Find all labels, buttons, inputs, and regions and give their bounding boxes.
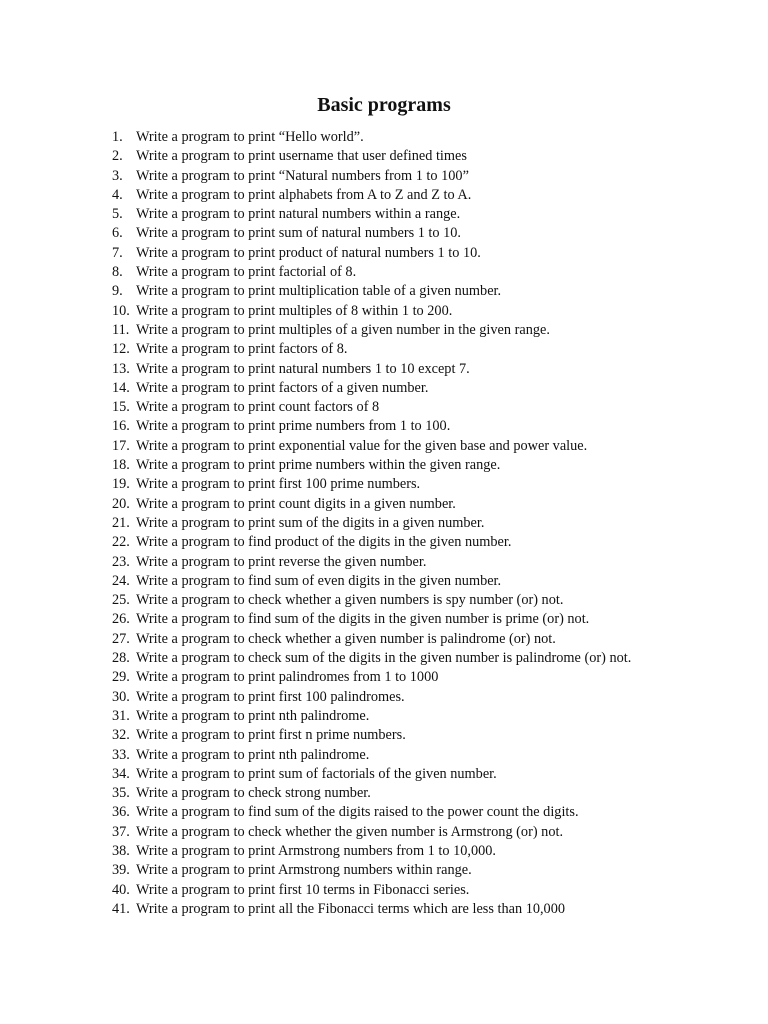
list-item-text: Write a program to print “Hello world”. bbox=[136, 129, 364, 145]
list-item-number: 25. bbox=[112, 592, 130, 609]
list-item-text: Write a program to print first 100 palindromes. bbox=[136, 688, 405, 705]
list-item-number: 10. bbox=[112, 302, 130, 319]
list-item-number: 18. bbox=[112, 457, 130, 474]
list-item-number: 15. bbox=[112, 399, 130, 416]
list-item-number: 26. bbox=[112, 611, 130, 628]
list-item-number: 27. bbox=[112, 630, 130, 647]
list-item-text: Write a program to print multiplication table of a given number. bbox=[136, 283, 502, 300]
list-item bbox=[112, 823, 752, 842]
list-item-number: 39. bbox=[112, 862, 130, 879]
list-item-text: Write a program to find sum of the digits raised to the power count the digits. bbox=[136, 804, 579, 821]
list-item-text: Write a program to print palindromes from 1 to 1000 bbox=[136, 669, 439, 686]
list-item bbox=[112, 224, 752, 243]
list-item-text: Write a program to print nth palindrome. bbox=[136, 746, 370, 763]
list-item bbox=[112, 167, 752, 186]
list-item bbox=[112, 610, 752, 629]
list-item-number: 9. bbox=[112, 283, 123, 300]
list-item-text: Write a program to check whether a given numbers is spy number (or) not. bbox=[136, 592, 564, 609]
list-item-text: Write a program to print natural numbers within a range. bbox=[136, 206, 461, 223]
list-item-number: 31. bbox=[112, 707, 130, 724]
list-item-number: 40. bbox=[112, 881, 130, 898]
list-item-text: Write a program to find sum of the digits in the given number is prime (or) not. bbox=[136, 611, 590, 628]
list-item-text: Write a program to print sum of factorials of the given number. bbox=[136, 765, 497, 782]
list-item-number: 19. bbox=[112, 476, 130, 493]
list-item-number: 14. bbox=[112, 379, 130, 396]
list-item bbox=[112, 533, 752, 552]
list-item-number: 36. bbox=[112, 804, 130, 821]
page-title: Basic programs bbox=[317, 94, 451, 116]
list-item bbox=[112, 900, 752, 919]
list-item bbox=[112, 668, 752, 687]
list-item-number: 17. bbox=[112, 437, 130, 454]
list-item-text: Write a program to print count factors of 8 bbox=[136, 399, 380, 416]
list-item-number: 1. bbox=[112, 129, 123, 145]
list-item bbox=[112, 244, 752, 263]
list-item bbox=[112, 398, 752, 417]
list-item bbox=[112, 186, 752, 205]
list-item-text: Write a program to check strong number. bbox=[136, 785, 371, 802]
list-item-text: Write a program to print Armstrong numbers within range. bbox=[136, 862, 472, 879]
list-item-text: Write a program to find product of the digits in the given number. bbox=[136, 534, 512, 551]
list-item bbox=[112, 572, 752, 591]
program-list bbox=[112, 128, 752, 919]
list-item-text: Write a program to print product of natural numbers 1 to 10. bbox=[136, 244, 481, 261]
list-item bbox=[112, 263, 752, 282]
list-item-number: 3. bbox=[112, 167, 123, 184]
list-item-text: Write a program to print prime numbers within the given range. bbox=[136, 457, 501, 474]
list-item-number: 41. bbox=[112, 900, 130, 917]
list-item bbox=[112, 379, 752, 398]
list-item-number: 24. bbox=[112, 572, 130, 589]
list-item bbox=[112, 147, 752, 166]
list-item-number: 29. bbox=[112, 669, 130, 686]
list-item bbox=[112, 321, 752, 340]
list-item-number: 23. bbox=[112, 553, 130, 570]
list-item-number: 16. bbox=[112, 418, 130, 435]
list-item bbox=[112, 553, 752, 572]
list-item-text: Write a program to print sum of natural numbers 1 to 10. bbox=[136, 225, 462, 242]
list-item bbox=[112, 707, 752, 726]
list-item-number: 11. bbox=[112, 321, 130, 338]
list-item bbox=[112, 784, 752, 803]
list-item-text: Write a program to check sum of the digits in the given number is palindrome (or) not. bbox=[136, 650, 632, 667]
list-item bbox=[112, 205, 752, 224]
list-item-number: 8. bbox=[112, 264, 123, 281]
list-item-text: Write a program to print exponential value for the given base and power value. bbox=[136, 437, 588, 454]
list-item bbox=[112, 437, 752, 456]
list-item-text: Write a program to print first n prime numbers. bbox=[136, 727, 406, 744]
list-item-text: Write a program to find sum of even digits in the given number. bbox=[136, 572, 502, 589]
list-item-text: Write a program to check whether the given number is Armstrong (or) not. bbox=[136, 823, 564, 840]
list-item-text: Write a program to print natural numbers 1 to 10 except 7. bbox=[136, 360, 470, 377]
list-item-number: 28. bbox=[112, 650, 130, 667]
list-item-number: 4. bbox=[112, 186, 123, 203]
list-item bbox=[112, 630, 752, 649]
list-item bbox=[112, 475, 752, 494]
list-item-number: 6. bbox=[112, 225, 123, 242]
list-item-text: Write a program to print prime numbers from 1 to 100. bbox=[136, 418, 451, 435]
list-item-text: Write a program to print count digits in a given number. bbox=[136, 495, 456, 512]
list-item-number: 34. bbox=[112, 765, 130, 782]
list-item-text: Write a program to print “Natural numbers from 1 to 100” bbox=[136, 167, 469, 184]
list-item bbox=[112, 417, 752, 436]
list-item bbox=[112, 881, 752, 900]
list-item-number: 33. bbox=[112, 746, 130, 763]
list-item-text: Write a program to print all the Fibonacci terms which are less than 10,000 bbox=[136, 900, 566, 917]
list-item-number: 5. bbox=[112, 206, 123, 223]
list-item bbox=[112, 803, 752, 822]
list-item-number: 35. bbox=[112, 785, 130, 802]
list-item-number: 30. bbox=[112, 688, 130, 705]
list-item-text: Write a program to print factors of 8. bbox=[136, 341, 348, 358]
list-item-text: Write a program to print reverse the given number. bbox=[136, 553, 427, 570]
list-item-text: Write a program to print alphabets from A to Z and Z to A. bbox=[136, 186, 472, 203]
list-item bbox=[112, 495, 752, 514]
list-item bbox=[112, 514, 752, 533]
list-item bbox=[112, 688, 752, 707]
list-item-text: Write a program to print first 100 prime numbers. bbox=[136, 476, 421, 493]
list-item bbox=[112, 340, 752, 359]
list-item bbox=[112, 128, 752, 147]
list-item-text: Write a program to print sum of the digits in a given number. bbox=[136, 514, 485, 531]
list-item-text: Write a program to check whether a given number is palindrome (or) not. bbox=[136, 630, 556, 647]
list-item-number: 7. bbox=[112, 244, 123, 261]
list-item-number: 13. bbox=[112, 360, 130, 377]
list-item-text: Write a program to print Armstrong numbers from 1 to 10,000. bbox=[136, 842, 496, 859]
list-item-number: 32. bbox=[112, 727, 130, 744]
list-item bbox=[112, 360, 752, 379]
list-item-number: 12. bbox=[112, 341, 130, 358]
list-item bbox=[112, 456, 752, 475]
list-item bbox=[112, 861, 752, 880]
list-item-number: 21. bbox=[112, 514, 130, 531]
list-item bbox=[112, 842, 752, 861]
list-item-number: 22. bbox=[112, 534, 130, 551]
list-item bbox=[112, 746, 752, 765]
list-item bbox=[112, 649, 752, 668]
list-item-number: 2. bbox=[112, 148, 123, 165]
list-item bbox=[112, 726, 752, 745]
list-item-number: 37. bbox=[112, 823, 130, 840]
list-item-text: Write a program to print first 10 terms in Fibonacci series. bbox=[136, 881, 470, 898]
list-item-number: 20. bbox=[112, 495, 130, 512]
list-item-text: Write a program to print factorial of 8. bbox=[136, 264, 357, 281]
list-item bbox=[112, 765, 752, 784]
list-item-text: Write a program to print factors of a given number. bbox=[136, 379, 429, 396]
list-item-number: 38. bbox=[112, 842, 130, 859]
list-item bbox=[112, 591, 752, 610]
list-item bbox=[112, 282, 752, 301]
list-item bbox=[112, 302, 752, 321]
list-item-text: Write a program to print nth palindrome. bbox=[136, 707, 370, 724]
list-item-text: Write a program to print multiples of 8 within 1 to 200. bbox=[136, 302, 453, 319]
list-item-text: Write a program to print username that user defined times bbox=[136, 148, 467, 165]
list-item-text: Write a program to print multiples of a given number in the given range. bbox=[136, 321, 550, 338]
